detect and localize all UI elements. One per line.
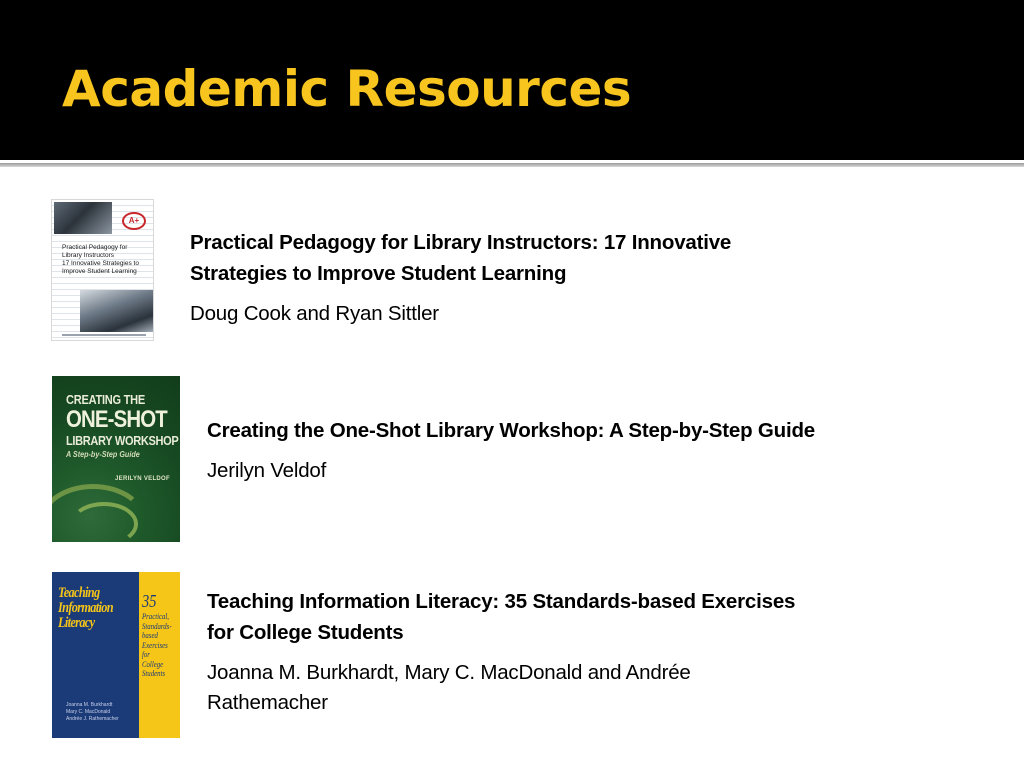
cover-side-line: College: [142, 658, 164, 669]
cover-author: JERILYN VELDOF: [115, 476, 170, 482]
cover-side-line: Students: [142, 668, 166, 678]
cover-number: 35: [142, 591, 157, 611]
cover-title-line: Literacy: [58, 615, 95, 631]
cover-title-line: Teaching: [58, 585, 100, 601]
cover-footer-line: [62, 334, 146, 336]
title-bar: [0, 0, 1024, 160]
book-cover-practical-pedagogy: [51, 199, 154, 341]
cover-line: CREATING THE: [66, 392, 145, 407]
cover-title-line: Information: [58, 600, 113, 616]
cover-title-text: [58, 586, 113, 631]
title-rule: [0, 163, 1024, 167]
grade-mark: A+: [122, 212, 146, 230]
cover-line: LIBRARY WORKSHOP: [66, 433, 179, 448]
cover-title-line: Improve Student Learning: [62, 268, 137, 275]
cover-title-text: [62, 244, 142, 276]
cover-photo-classroom: [54, 202, 112, 234]
cover-author-line: Mary C. MacDonald: [66, 709, 111, 715]
cover-author-line: Andrée J. Rathemacher: [66, 716, 119, 722]
book-author: Jerilyn Veldof: [207, 459, 327, 482]
cover-title-line: Practical Pedagogy for: [62, 244, 128, 251]
cover-side-line: based: [142, 630, 158, 640]
cover-side-line: for: [142, 649, 150, 659]
book-author: Joanna M. Burkhardt, Mary C. MacDonald and Andrée Rathemacher: [207, 661, 691, 714]
cover-author-line: Joanna M. Burkhardt: [66, 702, 113, 708]
cover-photo-students: [80, 290, 154, 332]
book-title: Practical Pedagogy for Library Instructors: 17 Innovative Strategies to Improve Student Learning: [190, 231, 732, 285]
cover-side-text: [142, 592, 172, 679]
book-entry-3: [207, 586, 867, 718]
cover-swirl-graphic: [70, 502, 138, 542]
cover-side-line: Exercises: [142, 639, 168, 650]
cover-side-line: Practical,: [142, 611, 170, 621]
cover-title-line: Library Instructors: [62, 252, 115, 259]
book-author: Doug Cook and Ryan Sittler: [190, 302, 439, 325]
book-cover-teaching-information-literacy: [52, 572, 180, 738]
book-title: Creating the One-Shot Library Workshop: A Step-by-Step Guide: [207, 419, 815, 442]
book-cover-one-shot-workshop: [52, 376, 180, 542]
book-title: Teaching Information Literacy: 35 Standards-based Exercises for College Students: [207, 590, 796, 644]
cover-authors: [66, 702, 119, 723]
cover-line: A Step-by-Step Guide: [66, 450, 140, 459]
cover-side-line: Standards-: [142, 620, 172, 631]
cover-line: ONE-SHOT: [66, 406, 167, 433]
slide-title: Academic Resources: [62, 60, 632, 118]
book-entry-1: [190, 227, 850, 329]
cover-title-line: 17 Innovative Strategies to: [62, 260, 139, 267]
book-entry-2: [207, 415, 867, 486]
